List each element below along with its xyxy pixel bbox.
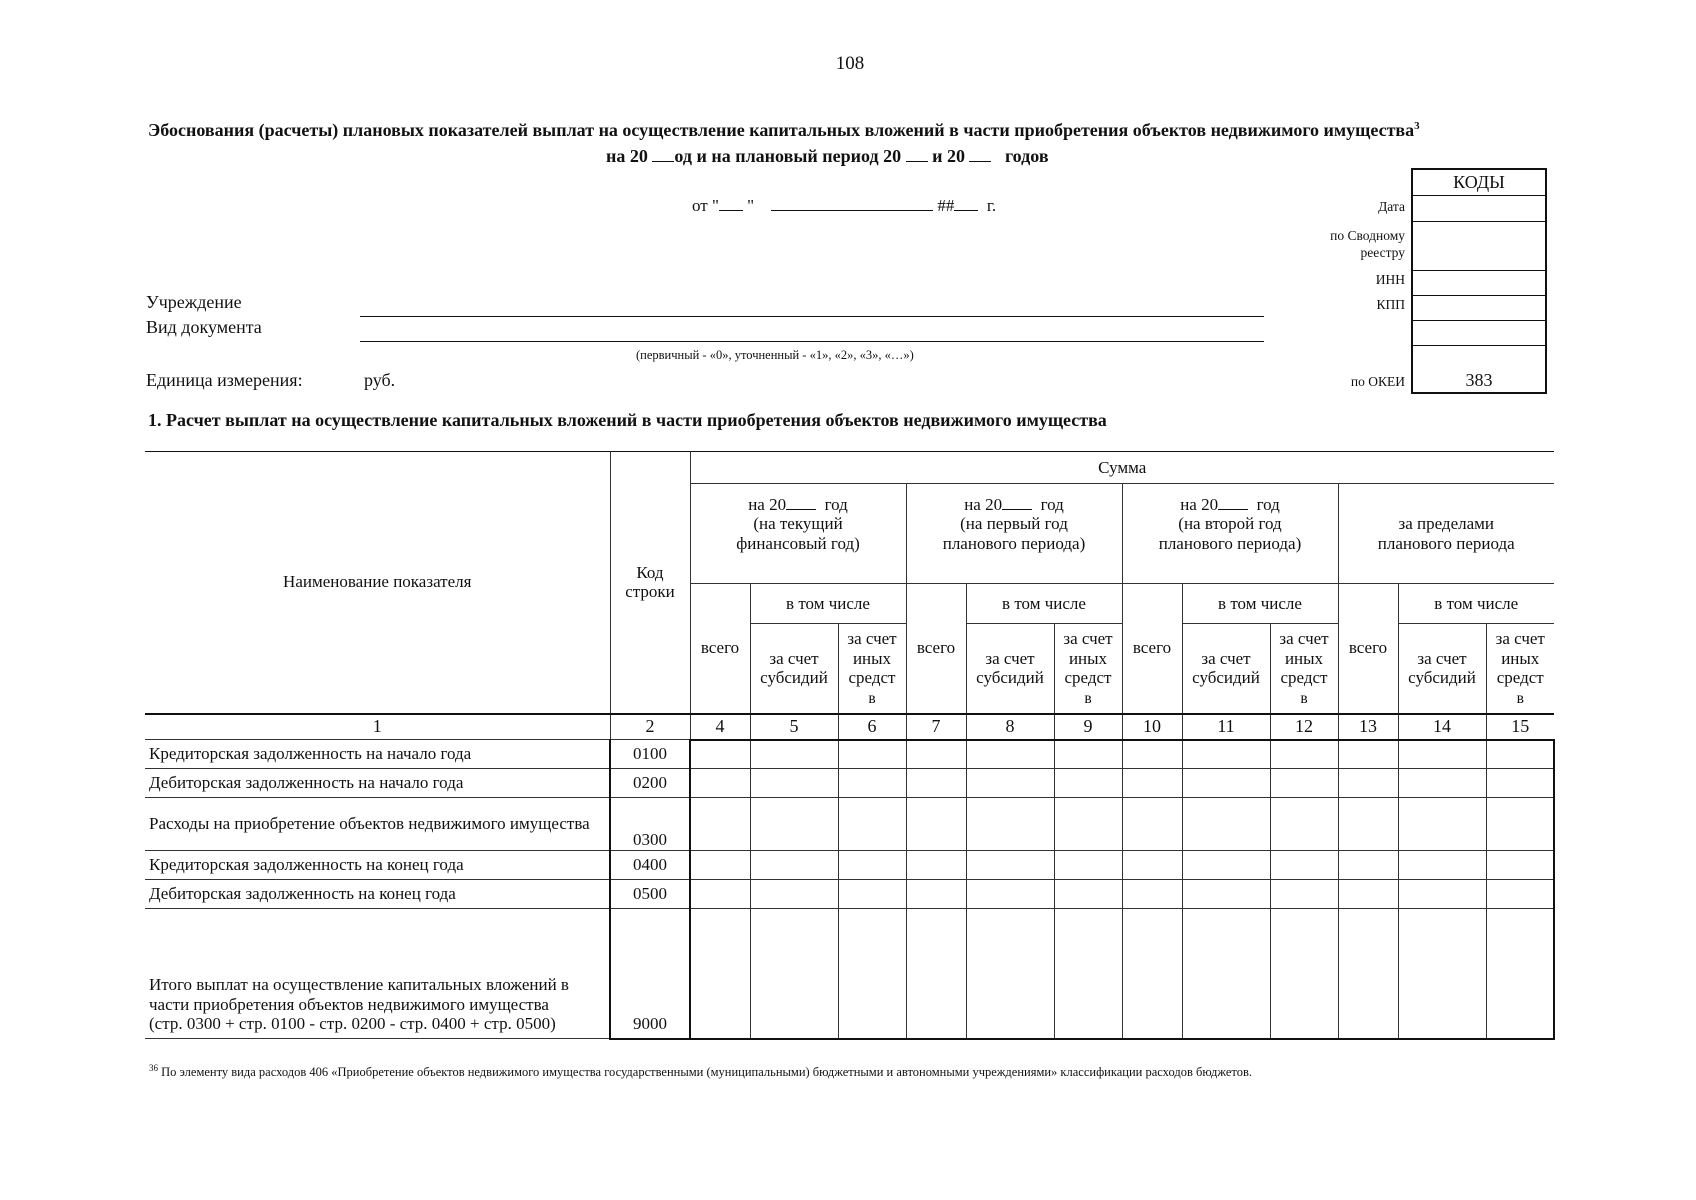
doc-type-field[interactable] — [360, 341, 1264, 342]
total-header-2: всего — [906, 584, 966, 714]
date-quote: " — [747, 196, 755, 215]
subsidy-header-3 — [1182, 624, 1270, 714]
value-cell[interactable] — [966, 769, 1054, 798]
value-cell[interactable] — [1338, 909, 1398, 1039]
code-header-line-1: Код — [636, 562, 664, 582]
value-cell[interactable] — [1270, 769, 1338, 798]
other-label-line-1: за счет — [847, 629, 897, 649]
period-current-year-suffix: год — [824, 494, 848, 514]
subsidy-label-line-1: за счет — [1417, 648, 1467, 668]
codes-header: КОДЫ — [1413, 170, 1545, 196]
value-cell[interactable] — [1338, 851, 1398, 880]
footnote-ref: 36 — [149, 1063, 158, 1073]
row-name: Кредиторская задолженность на конец года — [145, 851, 610, 880]
value-cell[interactable] — [966, 909, 1054, 1039]
value-cell[interactable] — [966, 851, 1054, 880]
other-label-line-1: за счет — [1279, 629, 1329, 649]
value-cell[interactable] — [690, 909, 750, 1039]
other-header-4 — [1486, 624, 1554, 714]
column-number: 13 — [1338, 714, 1398, 740]
registry-code-field[interactable] — [1413, 222, 1545, 271]
year-blank-1[interactable] — [652, 145, 674, 162]
other-label-line-2: иных — [1501, 648, 1540, 668]
subtitle-part-b: од и на плановый период 20 — [674, 146, 902, 166]
row-name: Итого выплат на осуществление капитальных вложений в части приобретения объектов недвижимого имущества (стр. 0300 + стр. 0100 - стр. 0200 - стр. 0400 + стр. 0500) — [145, 909, 610, 1039]
value-cell[interactable] — [1270, 740, 1338, 769]
row-name: Расходы на приобретение объектов недвижимого имущества — [145, 798, 610, 851]
value-cell[interactable] — [1338, 740, 1398, 769]
value-cell[interactable] — [1122, 769, 1182, 798]
subsidy-label-line-2: субсидий — [976, 668, 1044, 688]
value-cell[interactable] — [838, 851, 906, 880]
value-cell[interactable] — [1054, 851, 1122, 880]
period-current — [690, 484, 906, 584]
value-cell[interactable] — [1398, 740, 1486, 769]
other-header-1 — [838, 624, 906, 714]
code-column-header — [610, 452, 690, 714]
value-cell[interactable] — [1398, 909, 1486, 1039]
row-name: Дебиторская задолженность на начало года — [145, 769, 610, 798]
other-label-line-4: в — [1300, 689, 1308, 707]
including-header-2: в том числе — [966, 584, 1122, 624]
value-cell[interactable] — [1122, 740, 1182, 769]
institution-label: Учреждение — [146, 292, 242, 312]
header-row-sum — [145, 452, 1554, 484]
period-current-line-2: финансовый год) — [736, 534, 860, 553]
inn-code-label: ИНН — [1375, 272, 1405, 287]
row-code: 0100 — [610, 740, 690, 769]
codes-box — [1411, 168, 1547, 394]
value-cell[interactable] — [1486, 798, 1554, 851]
period-second-line-2: планового периода) — [1158, 534, 1302, 553]
subsidy-header-4 — [1398, 624, 1486, 714]
value-cell[interactable] — [1398, 798, 1486, 851]
value-cell[interactable] — [750, 769, 838, 798]
title-line-1: Эбоснования (расчеты) плановых показателей выплат на осуществление капитальных вложений в части приобретения объектов недвижимого имущества — [148, 120, 1415, 140]
column-number: 1 — [145, 714, 610, 740]
value-cell[interactable] — [966, 740, 1054, 769]
other-header-3 — [1270, 624, 1338, 714]
registry-code-label — [1290, 227, 1405, 261]
other-label-line-4: в — [1084, 689, 1092, 707]
column-number: 5 — [750, 714, 838, 740]
column-number: 6 — [838, 714, 906, 740]
other-label-line-2: иных — [852, 648, 892, 668]
title-footnote-ref: 3 — [1414, 120, 1420, 132]
period-first-year-prefix: на 20 — [964, 494, 1003, 514]
including-header-1: в том числе — [750, 584, 906, 624]
period-current-year-prefix: на 20 — [748, 494, 787, 514]
other-label-line-1: за счет — [1063, 629, 1113, 649]
date-year-suffix: г. — [986, 196, 997, 215]
subsidy-label-line-1: за счет — [1201, 648, 1251, 668]
subsidy-label-line-2: субсидий — [1408, 668, 1476, 688]
year-blank-2[interactable] — [906, 145, 928, 162]
row-code: 9000 — [610, 909, 690, 1039]
table-row-0400 — [145, 851, 1554, 880]
subtitle-part-a: на 20 — [606, 146, 648, 166]
table-row-0200 — [145, 769, 1554, 798]
value-cell[interactable] — [1054, 880, 1122, 909]
document-date-line — [692, 194, 996, 216]
value-cell[interactable] — [838, 909, 906, 1039]
period-second-year-suffix: год — [1256, 494, 1280, 514]
registry-label-line-2: реестру — [1360, 245, 1405, 260]
value-cell[interactable] — [690, 798, 750, 851]
page-number: 108 — [835, 53, 865, 74]
subsidy-header-2 — [966, 624, 1054, 714]
other-header-2 — [1054, 624, 1122, 714]
including-header-3: в том числе — [1182, 584, 1338, 624]
table-row-9000 — [145, 909, 1554, 1039]
okei-code-label: по ОКЕИ — [1350, 374, 1405, 389]
section-title: 1. Расчет выплат на осуществление капитальных вложений в части приобретения объектов недвижимого имущества — [148, 410, 1107, 430]
other-label-line-4: в — [1516, 689, 1524, 707]
value-cell[interactable] — [1486, 851, 1554, 880]
period-beyond — [1338, 484, 1554, 584]
value-cell[interactable] — [1054, 909, 1122, 1039]
other-label-line-3: средст — [848, 668, 896, 688]
row-code: 0300 — [610, 798, 690, 851]
okei-code-value: 383 — [1465, 370, 1493, 390]
subsidy-label-line-1: за счет — [985, 648, 1035, 668]
unit-label: Единица измерения: — [146, 370, 303, 390]
period-first-line-2: планового периода) — [942, 534, 1086, 553]
subtitle-part-c: и 20 — [932, 146, 965, 166]
period-first-year-blank[interactable] — [1002, 494, 1032, 510]
period-beyond-line-1: за пределами — [1398, 513, 1494, 533]
value-cell[interactable] — [1182, 880, 1270, 909]
table-row-0500 — [145, 880, 1554, 909]
value-cell[interactable] — [1122, 909, 1182, 1039]
value-cell[interactable] — [906, 880, 966, 909]
value-cell[interactable] — [1486, 909, 1554, 1039]
year-blank-3[interactable] — [969, 145, 991, 162]
doc-type-label: Вид документа — [146, 317, 262, 337]
month-field[interactable] — [771, 194, 933, 211]
value-cell[interactable] — [1338, 769, 1398, 798]
value-cell[interactable] — [1270, 798, 1338, 851]
period-second-year-prefix: на 20 — [1180, 494, 1219, 514]
value-cell[interactable] — [906, 740, 966, 769]
total-header-1: всего — [690, 584, 750, 714]
value-cell[interactable] — [1270, 851, 1338, 880]
value-cell[interactable] — [1182, 909, 1270, 1039]
column-number: 4 — [690, 714, 750, 740]
column-number: 7 — [906, 714, 966, 740]
value-cell[interactable] — [906, 798, 966, 851]
value-cell[interactable] — [1122, 880, 1182, 909]
row-code: 0500 — [610, 880, 690, 909]
value-cell[interactable] — [966, 798, 1054, 851]
column-number-row — [145, 714, 1554, 740]
subtitle-part-d: годов — [1004, 146, 1049, 166]
footnote — [149, 1063, 1252, 1080]
period-current-line-1: (на текущий — [753, 514, 843, 534]
value-cell[interactable] — [906, 909, 966, 1039]
row-code: 0200 — [610, 769, 690, 798]
table-row-0300 — [145, 798, 1554, 851]
row-code: 0400 — [610, 851, 690, 880]
year-field[interactable] — [954, 194, 978, 211]
column-number: 11 — [1182, 714, 1270, 740]
value-cell[interactable] — [750, 880, 838, 909]
period-first — [906, 484, 1122, 584]
column-number: 14 — [1398, 714, 1486, 740]
unit-value: руб. — [364, 370, 396, 390]
inn-code-field[interactable] — [1413, 271, 1545, 296]
kpp-code-label: КПП — [1376, 297, 1405, 312]
date-from-label: от " — [692, 196, 719, 215]
value-cell[interactable] — [690, 769, 750, 798]
value-cell[interactable] — [1338, 798, 1398, 851]
period-second-line-1: (на второй год — [1178, 514, 1282, 534]
sum-header: Сумма — [690, 452, 1554, 484]
value-cell[interactable] — [750, 798, 838, 851]
subsidy-label-line-1: за счет — [769, 648, 819, 668]
period-beyond-line-2: планового периода — [1377, 533, 1515, 553]
day-field[interactable] — [719, 194, 743, 211]
value-cell[interactable] — [1486, 769, 1554, 798]
value-cell[interactable] — [1486, 880, 1554, 909]
value-cell[interactable] — [1398, 769, 1486, 798]
value-cell[interactable] — [1182, 798, 1270, 851]
doc-type-code-field[interactable] — [1413, 321, 1545, 346]
code-header-line-2: строки — [625, 582, 675, 602]
period-current-year-blank[interactable] — [786, 494, 816, 510]
column-number: 9 — [1054, 714, 1122, 740]
subsidy-header-1 — [750, 624, 838, 714]
date-code-field[interactable] — [1413, 196, 1545, 222]
value-cell[interactable] — [1182, 769, 1270, 798]
other-label-line-2: иных — [1284, 648, 1324, 668]
value-cell[interactable] — [838, 880, 906, 909]
other-label-line-4: в — [868, 689, 876, 707]
other-label-line-3: средст — [1280, 668, 1328, 688]
subsidy-label-line-2: субсидий — [1192, 668, 1260, 688]
other-label-line-3: средст — [1496, 668, 1544, 688]
document-title — [148, 120, 1420, 141]
column-number: 8 — [966, 714, 1054, 740]
table-row-0100 — [145, 740, 1554, 769]
period-first-year-suffix: год — [1040, 494, 1064, 514]
value-cell[interactable] — [1398, 851, 1486, 880]
other-label-line-1: за счет — [1495, 629, 1545, 649]
value-cell[interactable] — [1398, 880, 1486, 909]
document-subtitle — [606, 145, 1049, 167]
row-name: Кредиторская задолженность на начало года — [145, 740, 610, 769]
value-cell[interactable] — [1270, 909, 1338, 1039]
value-cell[interactable] — [750, 909, 838, 1039]
period-second — [1122, 484, 1338, 584]
value-cell[interactable] — [1054, 769, 1122, 798]
value-cell[interactable] — [690, 880, 750, 909]
value-cell[interactable] — [750, 851, 838, 880]
column-number: 12 — [1270, 714, 1338, 740]
kpp-code-field[interactable] — [1413, 296, 1545, 321]
other-label-line-2: иных — [1068, 648, 1108, 668]
value-cell[interactable] — [1182, 851, 1270, 880]
value-cell[interactable] — [690, 740, 750, 769]
doc-type-hint: (первичный - «0», уточненный - «1», «2», «3», «…») — [636, 348, 914, 362]
date-hash: ## — [937, 196, 955, 215]
including-header-4: в том числе — [1398, 584, 1554, 624]
name-column-header: Наименование показателя — [145, 452, 610, 714]
value-cell[interactable] — [906, 851, 966, 880]
period-first-line-1: (на первый год — [960, 514, 1068, 534]
column-number: 10 — [1122, 714, 1182, 740]
registry-label-line-1: по Сводному — [1330, 228, 1405, 243]
value-cell[interactable] — [1054, 798, 1122, 851]
period-second-year-blank[interactable] — [1218, 494, 1248, 510]
value-cell[interactable] — [838, 798, 906, 851]
value-cell[interactable] — [750, 740, 838, 769]
value-cell[interactable] — [690, 851, 750, 880]
total-header-4: всего — [1338, 584, 1398, 714]
column-number: 2 — [610, 714, 690, 740]
value-cell[interactable] — [1182, 740, 1270, 769]
value-cell[interactable] — [906, 769, 966, 798]
subsidy-label-line-2: субсидий — [760, 668, 828, 688]
footnote-text: По элементу вида расходов 406 «Приобретение объектов недвижимого имущества государственными (муниципальными) бюджетными и автономными учреждениями» классификации расходов бюджетов. — [161, 1065, 1252, 1080]
value-cell[interactable] — [1338, 880, 1398, 909]
payments-table — [145, 451, 1555, 1040]
total-header-3: всего — [1122, 584, 1182, 714]
row-name: Дебиторская задолженность на конец года — [145, 880, 610, 909]
institution-field[interactable] — [360, 316, 1264, 317]
other-label-line-3: средст — [1064, 668, 1112, 688]
column-number: 15 — [1486, 714, 1554, 740]
value-cell[interactable] — [838, 769, 906, 798]
date-code-label: Дата — [1378, 199, 1405, 214]
value-cell[interactable] — [1122, 851, 1182, 880]
value-cell[interactable] — [838, 740, 906, 769]
value-cell[interactable] — [966, 880, 1054, 909]
value-cell[interactable] — [1270, 880, 1338, 909]
value-cell[interactable] — [1486, 740, 1554, 769]
value-cell[interactable] — [1122, 798, 1182, 851]
value-cell[interactable] — [1054, 740, 1122, 769]
